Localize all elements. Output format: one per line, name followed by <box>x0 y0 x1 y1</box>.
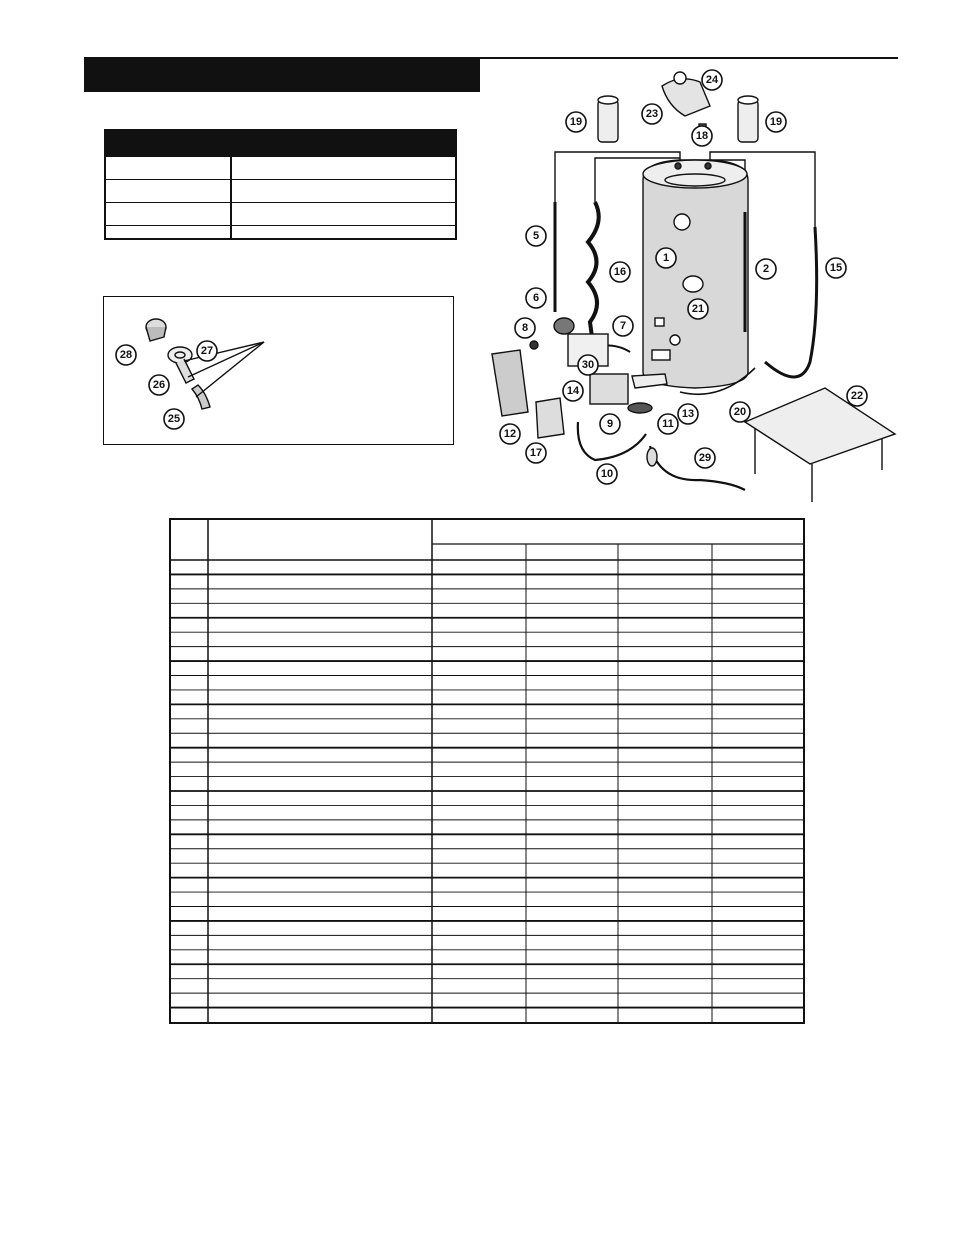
exploded-parts-diagram <box>480 62 910 502</box>
svg-text:2: 2 <box>762 263 770 275</box>
svg-text:18: 18 <box>695 130 709 142</box>
svg-text:7: 7 <box>619 320 627 332</box>
callout-11 <box>658 414 678 434</box>
svg-text:30: 30 <box>581 359 595 371</box>
callout-30 <box>578 355 598 375</box>
callout-1 <box>656 248 676 268</box>
parts-list-grid <box>171 520 803 1022</box>
callout-20 <box>730 402 750 422</box>
callout-27 <box>197 341 217 361</box>
callout-23 <box>642 104 662 124</box>
svg-text:5: 5 <box>532 230 540 242</box>
title-bar <box>84 57 480 92</box>
callout-24 <box>702 70 722 90</box>
callout-10 <box>597 464 617 484</box>
callout-5 <box>526 226 546 246</box>
callout-19-right <box>766 112 786 132</box>
svg-text:15: 15 <box>829 262 843 274</box>
vent-kit-drawing <box>104 297 455 446</box>
water-heater-drawing <box>480 62 910 502</box>
callout-18 <box>692 126 712 146</box>
callout-13 <box>678 404 698 424</box>
callout-28 <box>116 345 136 365</box>
callout-22 <box>847 386 867 406</box>
callout-9 <box>600 414 620 434</box>
svg-text:25: 25 <box>167 413 181 425</box>
svg-text:10: 10 <box>600 468 614 480</box>
callout-26 <box>149 375 169 395</box>
callout-29 <box>695 448 715 468</box>
svg-text:9: 9 <box>606 418 614 430</box>
callout-15 <box>826 258 846 278</box>
callout-19-left <box>566 112 586 132</box>
svg-text:19: 19 <box>569 116 583 128</box>
svg-text:16: 16 <box>613 266 627 278</box>
svg-text:1: 1 <box>662 252 670 264</box>
callout-16 <box>610 262 630 282</box>
spec-table-divider <box>230 157 232 238</box>
spec-table-header <box>106 131 455 157</box>
callout-12 <box>500 424 520 444</box>
svg-text:24: 24 <box>705 74 719 86</box>
spec-table-row <box>106 180 455 203</box>
callout-7 <box>613 316 633 336</box>
parts-list-table <box>169 518 805 1024</box>
svg-text:22: 22 <box>850 390 864 402</box>
svg-text:11: 11 <box>662 418 674 430</box>
callout-2 <box>756 259 776 279</box>
svg-text:19: 19 <box>769 116 783 128</box>
callout-21 <box>688 299 708 319</box>
spec-table-row <box>106 203 455 226</box>
callout-14 <box>563 381 583 401</box>
svg-text:23: 23 <box>645 108 659 120</box>
svg-text:17: 17 <box>529 447 543 459</box>
svg-text:26: 26 <box>152 379 166 391</box>
svg-text:21: 21 <box>691 303 705 315</box>
callout-25 <box>164 409 184 429</box>
svg-text:12: 12 <box>503 428 517 440</box>
svg-text:8: 8 <box>521 322 529 334</box>
svg-text:28: 28 <box>119 349 133 361</box>
callout-17 <box>526 443 546 463</box>
svg-text:13: 13 <box>681 408 695 420</box>
vent-kit-inset <box>103 296 454 445</box>
spec-table <box>104 129 457 240</box>
svg-text:14: 14 <box>566 385 580 397</box>
spec-table-row <box>106 157 455 180</box>
svg-text:29: 29 <box>698 452 712 464</box>
svg-text:20: 20 <box>733 406 747 418</box>
svg-text:27: 27 <box>200 345 214 357</box>
callout-8 <box>515 318 535 338</box>
svg-text:6: 6 <box>532 292 540 304</box>
callout-6 <box>526 288 546 308</box>
